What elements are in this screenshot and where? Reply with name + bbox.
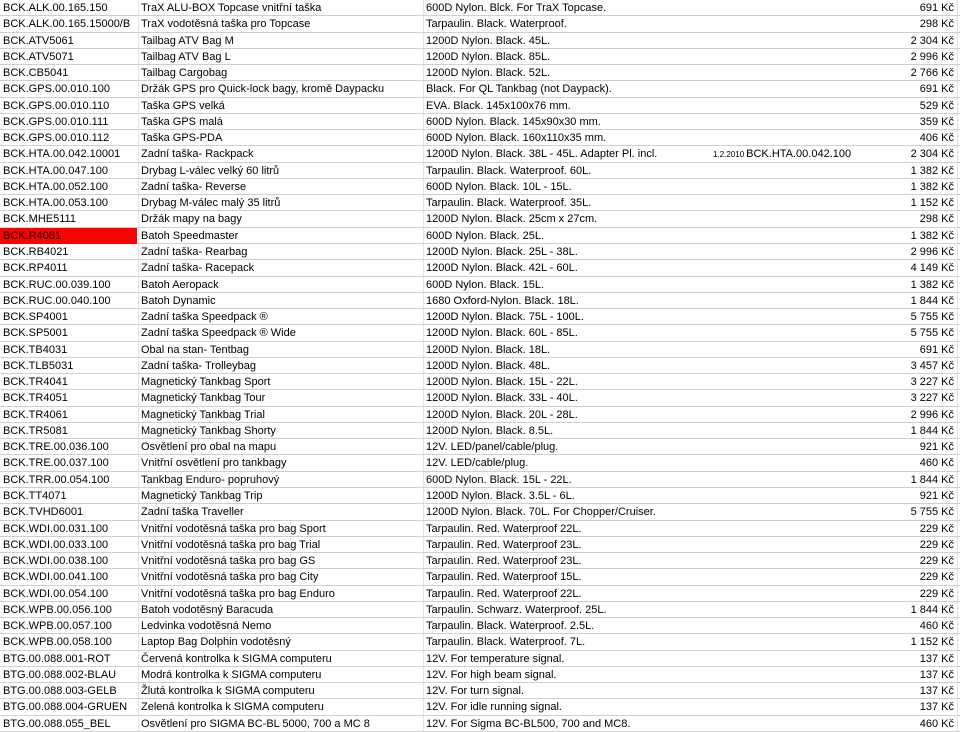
material-cell: 600D Nylon. Black. 15L. [426, 278, 545, 291]
product-code-cell: BCK.HTA.00.053.100 [3, 197, 108, 210]
product-code-cell: BCK.RP4011 [3, 262, 68, 275]
product-name-cell: Tailbag ATV Bag M [141, 34, 234, 47]
product-code-cell: BCK.RB4021 [3, 246, 69, 258]
product-code-cell: BCK.TT4071 [3, 490, 67, 502]
product-code-cell: BCK.WDI.00.038.100 [3, 555, 109, 568]
product-code-cell: BCK.WDI.00.041.100 [3, 571, 109, 584]
price-cell: 229 Kč [919, 522, 954, 535]
material-cell: 1200D Nylon. Black. 25L - 38L. [426, 246, 578, 258]
table-row [0, 423, 960, 439]
product-code-cell: BCK.ALK.00.165.150 [3, 2, 108, 14]
table-row [0, 98, 960, 114]
product-code-cell: BCK.ALK.00.165.15000/B [3, 18, 131, 31]
material-cell: 600D Nylon. Black. 160x110x35 mm. [426, 132, 607, 145]
product-name-cell: Vnitřní vodotěsná taška pro bag Enduro [141, 587, 335, 600]
table-row [0, 667, 960, 683]
product-code-cell: BTG.00.088.002-BLAU [3, 668, 117, 681]
product-name-cell: Modrá kontrolka k SIGMA computeru [141, 668, 322, 681]
price-cell: 229 Kč [919, 538, 954, 551]
product-code-cell: BCK.WDI.00.054.100 [3, 587, 109, 600]
product-code-cell: BCK.R4081 [0, 228, 137, 244]
table-row [0, 260, 960, 276]
product-code-cell: BCK.TRE.00.036.100 [3, 441, 109, 454]
price-cell: 1 382 Kč [910, 229, 954, 242]
table-row [0, 553, 960, 569]
table-row [0, 716, 960, 732]
material-cell: 1200D Nylon. Black. 85L. [426, 50, 551, 63]
price-cell: 529 Kč [919, 99, 954, 112]
price-cell: 3 457 Kč [910, 359, 954, 372]
price-cell: 1 382 Kč [910, 278, 954, 291]
material-cell: Tarpaulin. Red. Waterproof 23L. [426, 538, 582, 551]
material-cell: 12V. For high beam signal. [426, 668, 557, 681]
product-name-cell: Žlutá kontrolka k SIGMA computeru [141, 685, 315, 698]
material-cell: Tarpaulin. Red. Waterproof 23L. [426, 555, 582, 568]
material-cell: Tarpaulin. Red. Waterproof 22L. [426, 587, 582, 600]
product-name-cell: Obal na stan- Tentbag [141, 343, 250, 356]
material-cell: 12V. LED/panel/cable/plug. [426, 441, 559, 454]
material-cell: Tarpaulin. Red. Waterproof 22L. [426, 522, 582, 535]
material-cell: Tarpaulin. Black. Waterproof. 35L. [426, 197, 592, 210]
price-cell: 2 996 Kč [910, 50, 954, 63]
material-cell: Tarpaulin. Black. Waterproof. [426, 18, 567, 31]
product-name-cell: Držák GPS pro Quick-lock bagy, kromě Daypacku [141, 83, 385, 96]
price-cell: 1 844 Kč [910, 473, 954, 486]
product-name-cell: Zadní taška- Rackpack [141, 148, 254, 161]
product-name-cell: Držák mapy na bagy [141, 213, 242, 226]
price-cell: 460 Kč [919, 457, 954, 470]
table-row [0, 163, 960, 179]
price-cell: 2 996 Kč [910, 408, 954, 421]
material-cell: 600D Nylon. Black. 15L - 22L. [426, 473, 572, 486]
price-cell: 1 844 Kč [910, 603, 954, 616]
price-cell: 5 755 Kč [910, 311, 954, 324]
price-cell: 3 227 Kč [910, 376, 954, 389]
product-code-cell: BCK.HTA.00.047.100 [3, 164, 108, 177]
product-code-cell: BCK.TR4051 [3, 392, 68, 405]
price-cell: 691 Kč [919, 343, 954, 356]
product-name-cell: Magnetický Tankbag Trial [141, 408, 265, 421]
product-code-cell: BCK.TVHD6001 [3, 506, 84, 519]
product-name-cell: Batoh vodotěsný Baracuda [141, 603, 274, 616]
price-cell: 921 Kč [919, 441, 954, 454]
material-cell: 12V. LED/cable/plug. [426, 457, 529, 470]
product-name-cell: Batoh Dynamic [141, 294, 216, 307]
product-code-cell: BTG.00.088.055_BEL [3, 717, 111, 730]
price-cell: 1 382 Kč [910, 164, 954, 177]
product-name-cell: Červená kontrolka k SIGMA computeru [141, 652, 332, 665]
material-cell: Tarpaulin. Black. Waterproof. 7L. [426, 636, 586, 649]
product-name-cell: Vnitřní vodotěsná taška pro bag GS [141, 555, 316, 568]
table-row [0, 634, 960, 650]
product-code-cell: BCK.WDI.00.031.100 [3, 522, 109, 535]
product-name-cell: Magnetický Tankbag Trip [141, 490, 263, 502]
product-code-cell: BCK.HTA.00.042.10001 [3, 148, 121, 161]
material-cell: 1200D Nylon. Black. 38L - 45L. Adapter Pl. incl. [426, 148, 658, 161]
product-name-cell: Magnetický Tankbag Sport [141, 376, 271, 389]
product-name-cell: Vnitřní vodotěsná taška pro bag Sport [141, 522, 326, 535]
price-cell: 921 Kč [919, 490, 954, 502]
price-cell: 229 Kč [919, 555, 954, 568]
table-row [0, 602, 960, 618]
table-row [0, 33, 960, 49]
price-cell: 460 Kč [919, 717, 954, 730]
table-row [0, 179, 960, 195]
product-name-cell: Taška GPS malá [141, 115, 223, 128]
material-cell: 12V. For temperature signal. [426, 652, 565, 665]
material-cell: 1200D Nylon. Black. 45L. [426, 34, 551, 47]
table-row [0, 521, 960, 537]
product-name-cell: Zadní taška- Reverse [141, 180, 247, 193]
product-name-cell: Drybag L-válec velký 60 litrů [141, 164, 280, 177]
table-row [0, 374, 960, 390]
table-row [0, 49, 960, 65]
material-cell: 1200D Nylon. Black. 33L - 40L. [426, 392, 578, 405]
table-row [0, 651, 960, 667]
material-cell: EVA. Black. 145x100x76 mm. [426, 99, 571, 112]
product-name-cell: Batoh Speedmaster [141, 229, 239, 242]
table-row [0, 358, 960, 374]
table-row [0, 309, 960, 325]
material-cell: 600D Nylon. Black. 10L - 15L. [426, 180, 572, 193]
material-cell: 600D Nylon. Black. 145x90x30 mm. [426, 115, 601, 128]
product-code-cell: BCK.GPS.00.010.110 [3, 99, 110, 112]
material-cell: 1200D Nylon. Black. 25cm x 27cm. [426, 213, 598, 226]
price-cell: 406 Kč [919, 132, 954, 145]
product-name-cell: Batoh Aeropack [141, 278, 219, 291]
product-name-cell: TraX ALU-BOX Topcase vnitřní taška [141, 2, 322, 14]
material-cell: Tarpaulin. Red. Waterproof 15L. [426, 571, 582, 584]
product-name-cell: Zadní taška- Trolleybag [141, 359, 256, 372]
price-cell: 1 152 Kč [910, 636, 954, 649]
product-code-cell: BTG.00.088.001-ROT [3, 652, 111, 665]
product-code-cell: BTG.00.088.003-GELB [3, 685, 117, 698]
price-cell: 137 Kč [919, 701, 954, 714]
product-name-cell: Magnetický Tankbag Tour [141, 392, 266, 405]
table-row [0, 228, 960, 244]
product-name-cell: Tailbag ATV Bag L [141, 50, 231, 63]
replacement-note-cell [713, 146, 883, 162]
table-row [0, 81, 960, 97]
product-name-cell: Drybag M-válec malý 35 litrů [141, 197, 281, 210]
product-name-cell: Ledvinka vodotěsná Nemo [141, 620, 272, 633]
product-code-cell: BCK.ATV5061 [3, 34, 74, 47]
product-name-cell: Magnetický Tankbag Shorty [141, 424, 276, 437]
product-name-cell: Vnitřní osvětlení pro tankbagy [141, 457, 287, 470]
product-name-cell: Zadní taška Speedpack ® Wide [141, 327, 296, 340]
product-code-cell: BCK.WDI.00.033.100 [3, 538, 109, 551]
material-cell: 1200D Nylon. Black. 48L. [426, 359, 551, 372]
product-code-cell: BCK.RUC.00.040.100 [3, 294, 111, 307]
product-code-cell: BCK.WPB.00.058.100 [3, 636, 112, 649]
product-code-cell: BCK.TR4061 [3, 408, 68, 421]
material-cell: 1200D Nylon. Black. 75L - 100L. [426, 311, 584, 324]
table-row [0, 130, 960, 146]
material-cell: 600D Nylon. Black. 25L. [426, 229, 545, 242]
material-cell: 1200D Nylon. Black. 8.5L. [426, 424, 554, 437]
table-row [0, 455, 960, 471]
material-cell: 1200D Nylon. Black. 60L - 85L. [426, 327, 578, 340]
price-cell: 5 755 Kč [910, 506, 954, 519]
table-row [0, 0, 960, 16]
price-cell: 691 Kč [919, 83, 954, 96]
table-row [0, 114, 960, 130]
table-row [0, 472, 960, 488]
table-row [0, 439, 960, 455]
material-cell: 1200D Nylon. Black. 52L. [426, 67, 551, 80]
table-row [0, 699, 960, 715]
product-name-cell: TraX vodotěsná taška pro Topcase [141, 18, 311, 31]
product-code-cell: BTG.00.088.004-GRUEN [3, 701, 128, 714]
price-cell: 460 Kč [919, 620, 954, 633]
table-row [0, 390, 960, 406]
product-code-cell: BCK.TRR.00.054.100 [3, 473, 110, 486]
price-cell: 691 Kč [919, 2, 954, 14]
table-row [0, 244, 960, 260]
product-code-cell: BCK.MHE5111 [3, 213, 76, 226]
product-name-cell: Zadní taška- Rearbag [141, 246, 248, 258]
product-code-cell: BCK.ATV5071 [3, 50, 74, 63]
material-cell: 1200D Nylon. Black. 3.5L - 6L. [426, 490, 575, 502]
price-cell: 3 227 Kč [910, 392, 954, 405]
price-cell: 229 Kč [919, 571, 954, 584]
product-code-cell: BCK.SP4001 [3, 311, 68, 324]
material-cell: Tarpaulin. Schwarz. Waterproof. 25L. [426, 603, 607, 616]
product-code-cell: BCK.SP5001 [3, 327, 68, 340]
table-row [0, 195, 960, 211]
material-cell: Black. For QL Tankbag (not Daypack). [426, 83, 612, 96]
price-cell: 2 304 Kč [910, 34, 954, 47]
product-name-cell: Vnitřní vodotěsná taška pro bag Trial [141, 538, 321, 551]
table-row [0, 569, 960, 585]
material-cell: Tarpaulin. Black. Waterproof. 60L. [426, 164, 592, 177]
product-name-cell: Zadní taška- Racepack [141, 262, 255, 275]
product-code-cell: BCK.TR4041 [3, 376, 68, 389]
price-cell: 229 Kč [919, 587, 954, 600]
table-row [0, 16, 960, 32]
product-name-cell: Osvětlení pro obal na mapu [141, 441, 277, 454]
table-row [0, 211, 960, 227]
table-row [0, 342, 960, 358]
price-cell: 137 Kč [919, 652, 954, 665]
product-code-cell: BCK.RUC.00.039.100 [3, 278, 111, 291]
material-cell: 12V. For Sigma BC-BL500, 700 and MC8. [426, 717, 631, 730]
table-row [0, 146, 960, 162]
material-cell: 1200D Nylon. Black. 42L - 60L. [426, 262, 578, 275]
note-date: 1.2.2010 [713, 150, 745, 160]
price-cell: 2 304 Kč [910, 148, 954, 161]
price-cell: 5 755 Kč [910, 327, 954, 340]
price-cell: 2 766 Kč [910, 67, 954, 80]
table-row [0, 618, 960, 634]
product-code-cell: BCK.WPB.00.057.100 [3, 620, 112, 633]
material-cell: 1200D Nylon. Black. 15L - 22L. [426, 376, 578, 389]
table-row [0, 504, 960, 520]
price-cell: 298 Kč [919, 213, 954, 226]
material-cell: 1200D Nylon. Black. 18L. [426, 343, 551, 356]
price-cell: 1 382 Kč [910, 180, 954, 193]
product-name-cell: Vnitřní vodotěsná taška pro bag City [141, 571, 319, 584]
product-code-cell: BCK.TB4031 [3, 343, 68, 356]
material-cell: 600D Nylon. Blck. For TraX Topcase. [426, 2, 607, 14]
product-code-cell: BCK.HTA.00.052.100 [3, 180, 108, 193]
product-code-cell: BCK.TR5081 [3, 424, 68, 437]
product-code-cell: BCK.WPB.00.056.100 [3, 603, 112, 616]
table-row [0, 277, 960, 293]
price-cell: 4 149 Kč [910, 262, 954, 275]
product-code-cell: BCK.GPS.00.010.100 [3, 83, 111, 96]
product-name-cell: Zadní taška Traveller [141, 506, 244, 519]
price-cell: 1 844 Kč [910, 294, 954, 307]
price-cell: 1 844 Kč [910, 424, 954, 437]
product-name-cell: Tankbag Enduro- popruhový [141, 473, 280, 486]
material-cell: 1680 Oxford-Nylon. Black. 18L. [426, 294, 579, 307]
table-row [0, 407, 960, 423]
table-row [0, 537, 960, 553]
table-row [0, 683, 960, 699]
material-cell: 1200D Nylon. Black. 70L. For Chopper/Cruiser. [426, 506, 656, 519]
material-cell: Tarpaulin. Black. Waterproof. 2.5L. [426, 620, 595, 633]
product-code-cell: BCK.CB5041 [3, 67, 69, 80]
product-code-cell: BCK.GPS.00.010.112 [3, 132, 110, 145]
product-name-cell: Laptop Bag Dolphin vodotěsný [141, 636, 291, 649]
product-name-cell: Taška GPS velká [141, 99, 225, 112]
price-cell: 298 Kč [919, 18, 954, 31]
price-cell: 2 996 Kč [910, 246, 954, 258]
table-row [0, 65, 960, 81]
material-cell: 12V. For turn signal. [426, 685, 525, 698]
price-cell: 1 152 Kč [910, 197, 954, 210]
product-name-cell: Zelená kontrolka k SIGMA computeru [141, 701, 324, 714]
table-row [0, 293, 960, 309]
table-row [0, 586, 960, 602]
product-code-cell: BCK.TRE.00.037.100 [3, 457, 109, 470]
note-replacement-code: BCK.HTA.00.042.100 [746, 148, 852, 161]
table-row [0, 488, 960, 504]
product-name-cell: Taška GPS-PDA [141, 132, 223, 145]
price-cell: 137 Kč [919, 685, 954, 698]
product-code-cell: BCK.GPS.00.010.111 [3, 115, 109, 128]
table-row [0, 325, 960, 341]
product-name-cell: Osvětlení pro SIGMA BC-BL 5000, 700 a MC 8 [141, 717, 370, 730]
price-cell: 137 Kč [919, 668, 954, 681]
material-cell: 1200D Nylon. Black. 20L - 28L. [426, 408, 578, 421]
product-code-cell: BCK.TLB5031 [3, 359, 74, 372]
material-cell: 12V. For idle running signal. [426, 701, 562, 714]
product-name-cell: Tailbag Cargobag [141, 67, 228, 80]
price-cell: 359 Kč [919, 115, 954, 128]
product-name-cell: Zadní taška Speedpack ® [141, 311, 268, 324]
